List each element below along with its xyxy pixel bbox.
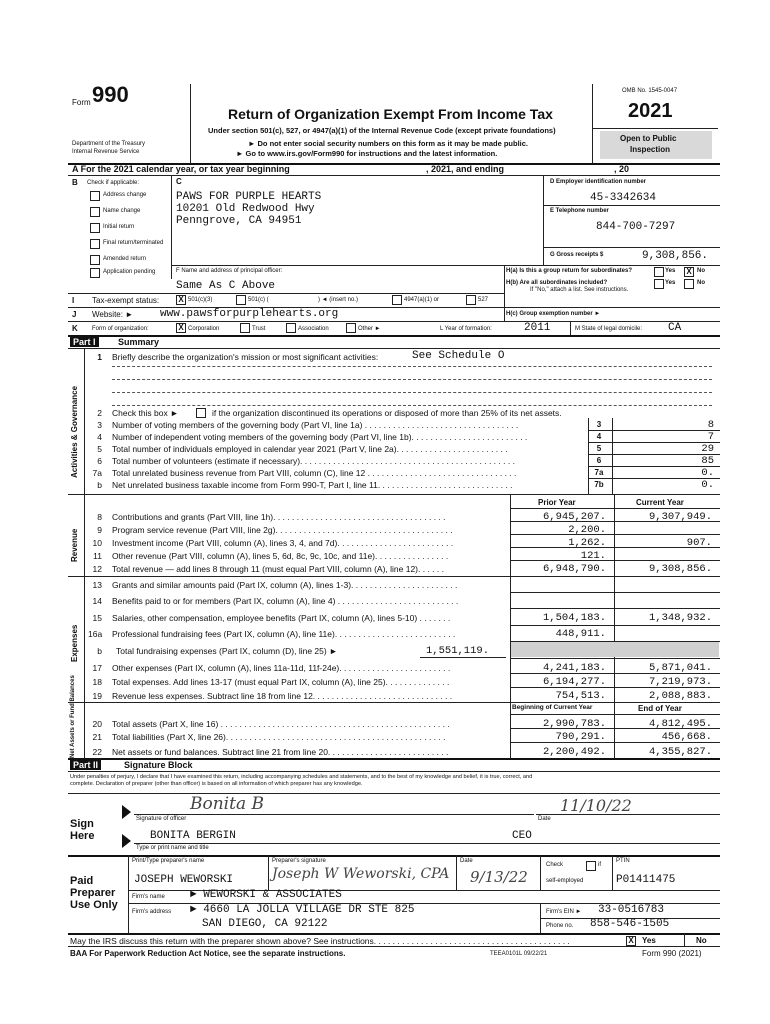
line-a-end-year: , 20 xyxy=(614,164,630,174)
firm-ein: 33-0516783 xyxy=(598,904,665,916)
exp-rule-2 xyxy=(510,608,720,609)
section-g-label: G Gross receipts $ xyxy=(550,252,604,258)
line8-text: Contributions and grants (Part VIII, line 1h). . . . . . . . . . . . . . . . . . . . . . . . . . . . . . . . . . . . . xyxy=(112,512,446,522)
line12-text: Total revenue — add lines 8 through 11 (must equal Part VIII, column (A), line 12). . . . . . xyxy=(112,564,444,574)
line2-text: Check this box ► xyxy=(112,408,179,418)
ha-no-label: No xyxy=(697,268,705,274)
line22-text: Net assets or fund balances. Subtract line 21 from line 20. . . . . . . . . . . . . . . . . . . . . . . . . . xyxy=(112,747,449,757)
line15-prior: 1,504,183. xyxy=(542,612,606,624)
line7b-text: Net unrelated business taxable income from Form 990-T, Part I, line 11. . . . . . . . . . . . . . . . . . . . . . . . . . . . . xyxy=(112,480,513,490)
ag-bottom-rule xyxy=(68,494,720,495)
part1-title: Summary xyxy=(118,337,160,347)
hb-yes-checkbox[interactable] xyxy=(654,279,664,289)
website-label: Website: ► xyxy=(92,310,134,319)
preparer-date: 9/13/22 xyxy=(470,868,528,886)
c-d-divider xyxy=(543,175,544,265)
col-header-rule xyxy=(510,508,720,509)
trust-checkbox[interactable] xyxy=(240,323,250,333)
check-label: Check xyxy=(546,862,564,868)
line22-number: 22 xyxy=(92,747,102,757)
part1-title-rule xyxy=(68,348,720,349)
line7a-value: 0. xyxy=(701,467,714,479)
part1-top-rule xyxy=(68,335,720,337)
line5-number: 5 xyxy=(97,444,102,454)
line1-text: Briefly describe the organization's mission or most significant activities: xyxy=(112,352,379,362)
mission-line-4 xyxy=(112,405,712,406)
exp-rule-3 xyxy=(510,625,720,626)
j-hc-divider xyxy=(504,307,505,321)
firm-phone: 858-546-1505 xyxy=(590,918,670,930)
application-pending-label: Application pending xyxy=(103,269,156,275)
net-header-rule xyxy=(510,714,720,715)
line20-text: Total assets (Part X, line 16) . . . . . . . . . . . . . . . . . . . . . . . . . . . . . . . . . . . . . . . . . . . . . . . . . xyxy=(112,719,450,729)
form-subtitle: Under section 501(c), 527, or 4947(a)(1) of the Internal Revenue Code (except private foundations) xyxy=(208,126,556,135)
dept-treasury: Department of the Treasury xyxy=(72,141,146,147)
h-c-label: H(c) Group exemption number ► xyxy=(506,311,601,317)
line21-prior: 790,291. xyxy=(555,731,606,743)
line18-text: Total expenses. Add lines 13-17 (must equal Part IX, column (A), line 25). . . . . . . . . . . . . . xyxy=(112,677,450,687)
line14-number: 14 xyxy=(92,596,102,606)
org-street: 10201 Old Redwood Hwy xyxy=(176,203,315,215)
ag-rule-2 xyxy=(588,442,720,443)
if-label: if xyxy=(598,862,601,868)
status-insert-no: ) ◄ (insert no.) xyxy=(318,297,358,303)
line9-prior: 2,200. xyxy=(568,524,606,536)
part2-label: Part II xyxy=(70,760,101,770)
preparer-label: Preparer xyxy=(70,887,116,899)
line-m-label: M State of legal domicile: xyxy=(575,326,643,332)
preparer-left-divider xyxy=(128,855,129,933)
side-activities-governance: Activities & Governance xyxy=(70,385,79,478)
line7b-box: 7b xyxy=(594,480,604,489)
status-501c3-checkbox[interactable]: X xyxy=(176,295,186,305)
self-employed-checkbox[interactable] xyxy=(586,861,596,871)
line21-number: 21 xyxy=(92,732,102,742)
line-a-ending: , 2021, and ending xyxy=(426,164,505,174)
org-name: PAWS FOR PURPLE HEARTS xyxy=(176,191,322,203)
tax-year: 2021 xyxy=(628,100,673,122)
line1-value: See Schedule O xyxy=(412,350,505,362)
exp-rule-6 xyxy=(510,673,720,674)
line7a-text: Total unrelated business revenue from Part VIII, column (C), line 12 . . . . . . . . . . . . . . . . . . . . . . . . . . . . . . . . xyxy=(112,468,517,478)
line5-box: 5 xyxy=(596,444,602,453)
line-j-label: J xyxy=(72,310,77,319)
date-label: Date xyxy=(538,816,551,822)
line7a-box: 7a xyxy=(594,468,604,477)
discuss-yes-no-divider xyxy=(684,933,685,946)
name-change-checkbox[interactable] xyxy=(90,207,100,217)
line5-text: Total number of individuals employed in calendar year 2021 (Part V, line 2a). . . . . . . . . . . . . . . . . . . . . . . . xyxy=(112,444,508,454)
line9-number: 9 xyxy=(97,525,102,535)
status-501c-checkbox[interactable] xyxy=(236,295,246,305)
principal-officer: Same As C Above xyxy=(176,280,276,292)
rev-rule-2 xyxy=(510,534,720,535)
officer-title: CEO xyxy=(512,830,532,842)
org-city: Penngrove, CA 94951 xyxy=(176,215,302,227)
preparer-signature: Joseph W Weworski, CPA xyxy=(272,866,450,882)
final-return-label: Final return/terminated xyxy=(103,240,164,246)
firm-address-2: SAN DIEGO, CA 92122 xyxy=(202,918,328,930)
form-code: TEEA0101L 09/22/21 xyxy=(490,951,548,957)
prep-check-ptin-divider xyxy=(612,855,613,890)
line10-text: Investment income (Part VIII, column (A), lines 3, 4, and 7d). . . . . . . . . . . . . . . . . . . . . . . . . xyxy=(112,538,454,548)
ein-value: 45-3342634 xyxy=(590,192,657,204)
line22-current: 4,355,827. xyxy=(648,746,712,758)
perjury-text-1: Under penalties of perjury, I declare that I have examined this return, including accompanying schedules and statements, and to the best of my knowledge and belief, it is true, correct, and xyxy=(70,774,533,780)
line3-text: Number of voting members of the governing body (Part VI, line 1a) . . . . . . . . . . . . . . . . . . . . . . . . . . . . . . . . . xyxy=(112,420,519,430)
sign-top-rule xyxy=(68,793,720,794)
line-a-rule xyxy=(68,175,720,176)
state-of-domicile: CA xyxy=(668,322,682,334)
line18-current: 7,219,973. xyxy=(648,676,712,688)
i-top-rule xyxy=(68,293,504,294)
section-b-label: B xyxy=(72,178,78,187)
discontinued-checkbox[interactable] xyxy=(196,408,206,418)
line15-current: 1,348,932. xyxy=(648,612,712,624)
line4-box: 4 xyxy=(596,432,602,441)
ha-no-checkbox[interactable]: X xyxy=(684,267,694,277)
line7a-number: 7a xyxy=(92,468,102,478)
part1-label: Part I xyxy=(70,337,99,347)
h-b-note: If "No," attach a list. See instructions. xyxy=(530,287,629,293)
form-footer-label: Form 990 (2021) xyxy=(642,949,702,958)
ptin-value: P01411475 xyxy=(616,874,676,886)
officer-sig-line xyxy=(134,814,534,815)
discuss-yes-label: Yes xyxy=(642,936,656,945)
preparer-sig-label: Preparer's signature xyxy=(272,858,326,864)
sign-label: Sign xyxy=(70,818,94,830)
website-value: www.pawsforpurplehearts.org xyxy=(160,308,339,320)
perjury-text-2: complete. Declaration of preparer (other than officer) is based on all information of which preparer has any knowledge. xyxy=(70,781,363,787)
part2-title-rule xyxy=(68,771,720,772)
exp-rule-1 xyxy=(510,592,720,593)
col-beginning: Beginning of Current Year xyxy=(512,704,593,711)
association-label: Association xyxy=(298,326,329,332)
ha-yes-checkbox[interactable] xyxy=(654,267,664,277)
firm-name-label: Firm's name xyxy=(132,894,165,900)
form-label: Form xyxy=(72,98,91,107)
association-checkbox[interactable] xyxy=(286,323,296,333)
line11-prior: 121. xyxy=(580,550,606,562)
status-501c-label: 501(c) ( xyxy=(248,297,269,303)
section-e-label: E Telephone number xyxy=(550,208,609,214)
discuss-yes-checkbox[interactable]: X xyxy=(626,936,636,946)
omb-number: OMB No. 1545-0047 xyxy=(622,88,678,94)
tax-exempt-status: Tax-exempt status: xyxy=(92,296,160,305)
line13-text: Grants and similar amounts paid (Part IX, column (A), lines 1-3). . . . . . . . . . . . . . . . . . . . . . . xyxy=(112,580,458,590)
line5-value: 29 xyxy=(701,443,714,455)
firm-phone-label: Phone no. xyxy=(546,923,574,929)
name-arrow-icon xyxy=(122,834,131,848)
trust-label: Trust xyxy=(252,326,266,332)
amended-return-checkbox[interactable] xyxy=(90,255,100,265)
rev-rule-1 xyxy=(510,521,720,522)
firm-address-label: Firm's address xyxy=(132,909,172,915)
line10-prior: 1,262. xyxy=(568,537,606,549)
line3-number: 3 xyxy=(97,420,102,430)
line16b-underline xyxy=(420,657,506,658)
mission-line-1 xyxy=(112,366,712,367)
part2-title: Signature Block xyxy=(124,760,193,770)
form-title: Return of Organization Exempt From Income Tax xyxy=(228,106,553,122)
line3-value: 8 xyxy=(707,419,714,431)
d-rule xyxy=(543,205,720,206)
line2-number: 2 xyxy=(97,408,102,418)
side-revenue: Revenue xyxy=(70,528,79,562)
line17-text: Other expenses (Part IX, column (A), lines 11a-11d, 11f-24e). . . . . . . . . . . . . . . . . . . . . . . . xyxy=(112,663,451,673)
line20-number: 20 xyxy=(92,719,102,729)
ag-rule-5 xyxy=(588,478,720,479)
inspection-label: Inspection xyxy=(630,145,671,154)
col-current-year: Current Year xyxy=(636,498,684,507)
prep-sig-date-divider xyxy=(456,855,457,890)
line16b-value: 1,551,119. xyxy=(426,645,490,657)
line19-text: Revenue less expenses. Subtract line 18 from line 12. . . . . . . . . . . . . . . . . . . . . . . . . . . . . . xyxy=(112,691,453,701)
line4-number: 4 xyxy=(97,432,102,442)
line17-prior: 4,241,183. xyxy=(542,662,606,674)
line8-prior: 6,945,207. xyxy=(542,511,606,523)
final-return-checkbox[interactable] xyxy=(90,239,100,249)
l-m-divider xyxy=(570,321,571,335)
initial-return-label: Initial return xyxy=(103,224,135,230)
line6-box: 6 xyxy=(596,456,602,465)
other-label: Other ► xyxy=(358,326,381,332)
status-527-label: 527 xyxy=(478,297,489,303)
line19-number: 19 xyxy=(92,691,102,701)
line20-prior: 2,990,783. xyxy=(542,718,606,730)
prep-name-sig-divider xyxy=(268,855,269,890)
ag-rule-3 xyxy=(588,454,720,455)
form-of-org: Form of organization: xyxy=(92,326,149,332)
exp-rule-7 xyxy=(510,687,720,688)
officer-date: 11/10/22 xyxy=(560,796,632,815)
prep-date-check-divider xyxy=(540,855,541,890)
line4-value: 7 xyxy=(707,431,714,443)
line-k-label: K xyxy=(72,324,78,333)
exp-rule-4 xyxy=(510,641,720,642)
line19-prior: 754,513. xyxy=(555,690,606,702)
preparer-date-label: Date xyxy=(460,858,473,864)
officer-signature: Bonita B xyxy=(190,794,264,814)
hb-no-checkbox[interactable] xyxy=(684,279,694,289)
date-line xyxy=(536,814,720,815)
line7b-value: 0. xyxy=(701,479,714,491)
line13-number: 13 xyxy=(92,580,102,590)
b-c-divider xyxy=(171,175,172,279)
line6-text: Total number of volunteers (estimate if necessary). . . . . . . . . . . . . . . . . . . . . . . . . . . . . . . . . . . . . . . . . . . . . . xyxy=(112,456,515,466)
open-to-public: Open to Public xyxy=(620,134,677,143)
header-divider-left xyxy=(190,84,191,164)
line2-rest: if the organization discontinued its operations or disposed of more than 25% of its net assets. xyxy=(212,408,562,418)
line19-current: 2,088,883. xyxy=(648,690,712,702)
preparer-name: JOSEPH WEWORSKI xyxy=(134,874,234,886)
header-divider-right xyxy=(592,84,593,164)
year-of-formation: 2011 xyxy=(524,322,551,334)
line6-number: 6 xyxy=(97,456,102,466)
rev-rule-4 xyxy=(510,560,720,561)
ptin-label: PTIN xyxy=(616,858,630,864)
line-a-label: A For the 2021 calendar year, or tax year beginning xyxy=(72,164,290,174)
use-only-label: Use Only xyxy=(70,899,118,911)
line8-current: 9,307,949. xyxy=(648,511,712,523)
ag-rule-1 xyxy=(588,430,720,431)
line6-value: 85 xyxy=(701,455,714,467)
line17-current: 5,871,041. xyxy=(648,662,712,674)
ssn-warning: ► Do not enter social security numbers on this form as it may be made public. xyxy=(248,139,528,148)
section-d-label: D Employer identification number xyxy=(550,179,647,185)
h-a-label: H(a) Is this a group return for subordinates? xyxy=(506,268,633,274)
status-4947-label: 4947(a)(1) or xyxy=(404,297,440,303)
col-prior-year: Prior Year xyxy=(538,498,576,507)
expenses-bottom-rule xyxy=(68,702,720,703)
address-change-checkbox[interactable] xyxy=(90,191,100,201)
rev-rule-3 xyxy=(510,547,720,548)
line16b-shaded xyxy=(511,641,719,657)
line12-number: 12 xyxy=(92,564,102,574)
form-number: 990 xyxy=(92,82,129,107)
section-f-label: F Name and address of principal officer: xyxy=(176,268,283,274)
phone-value: 844-700-7297 xyxy=(596,221,676,233)
initial-return-checkbox[interactable] xyxy=(90,223,100,233)
line10-current: 907. xyxy=(686,537,712,549)
f-h-divider xyxy=(504,265,505,308)
net-rule-2 xyxy=(510,742,720,743)
status-4947-checkbox[interactable] xyxy=(392,295,402,305)
mission-line-2 xyxy=(112,379,712,380)
address-change-label: Address change xyxy=(103,192,147,198)
application-pending-checkbox[interactable] xyxy=(90,268,100,278)
corporation-checkbox[interactable]: X xyxy=(176,323,186,333)
line9-text: Program service revenue (Part VIII, line 2g). . . . . . . . . . . . . . . . . . . . . . . . . . . . . . . . . . . . . . xyxy=(112,525,453,535)
line17-number: 17 xyxy=(92,663,102,673)
side-label-divider xyxy=(84,348,85,758)
ag-rule-4 xyxy=(588,466,720,467)
line-i-label: I xyxy=(72,296,75,305)
line18-prior: 6,194,277. xyxy=(542,676,606,688)
discuss-question: May the IRS discuss this return with the preparer shown above? See instructions. . . . . . . . . . . . . . . . . . . . . . . . . . . . . . . . . . . . . . . . . . xyxy=(70,936,570,946)
h-b-label: H(b) Are all subordinates included? xyxy=(506,280,608,286)
line16b-number: b xyxy=(97,646,102,656)
line14-text: Benefits paid to or for members (Part IX, column (A), line 4) . . . . . . . . . . . . . . . . . . . . . . . . . . xyxy=(112,596,459,606)
section-c-label: C xyxy=(176,177,182,186)
line20-current: 4,812,495. xyxy=(648,718,712,730)
status-501c3-label: 501(c)(3) xyxy=(188,297,213,303)
k-top-rule xyxy=(68,321,720,322)
paid-label: Paid xyxy=(70,875,94,887)
status-527-checkbox[interactable] xyxy=(466,295,476,305)
other-checkbox[interactable] xyxy=(346,323,356,333)
footer-bottom-rule xyxy=(68,946,720,947)
line15-text: Salaries, other compensation, employee benefits (Part IX, column (A), lines 5-10) . . . . . . . xyxy=(112,613,451,623)
line4-text: Number of independent voting members of the governing body (Part VI, line 1b). . . . . . . . . . . . . . . . . . . . . . . . . xyxy=(112,432,528,442)
hb-no-label: No xyxy=(697,280,705,286)
line7b-number: b xyxy=(97,480,102,490)
line3-box: 3 xyxy=(596,420,602,429)
footer-top-rule xyxy=(68,933,720,935)
line-l-label: L Year of formation: xyxy=(440,326,492,332)
name-change-label: Name change xyxy=(103,208,141,214)
exp-rule-5 xyxy=(510,658,720,659)
gross-receipts: 9,308,856. xyxy=(642,250,709,262)
line21-current: 456,668. xyxy=(661,731,712,743)
preparer-top-rule xyxy=(68,855,720,857)
line22-prior: 2,200,492. xyxy=(542,746,606,758)
ha-yes-label: Yes xyxy=(665,268,676,274)
corporation-label: Corporation xyxy=(188,326,220,332)
firm-name: ► WEWORSKI & ASSOCIATES xyxy=(190,889,342,901)
type-print-label: Type or print name and title xyxy=(136,845,209,851)
check-if-applicable: Check if applicable: xyxy=(87,180,140,186)
line16b-text: Total fundraising expenses (Part IX, column (D), line 25) ► xyxy=(116,646,338,656)
line10-number: 10 xyxy=(92,538,102,548)
line21-text: Total liabilities (Part X, line 26). . . . . . . . . . . . . . . . . . . . . . . . . . . . . . . . . . . . . . . . . . . . . . . xyxy=(112,732,446,742)
year-divider xyxy=(592,128,718,129)
line15-number: 15 xyxy=(92,613,102,623)
line16a-text: Professional fundraising fees (Part IX, column (A), line 11e). . . . . . . . . . . . . . . . . . . . . . . . . . xyxy=(112,629,456,639)
firm-address-1: ► 4660 LA JOLLA VILLAGE DR STE 825 xyxy=(190,904,415,916)
line18-number: 18 xyxy=(92,677,102,687)
line11-number: 11 xyxy=(93,551,102,561)
firm-ein-label: Firm's EIN ► xyxy=(546,909,582,915)
side-net-assets: Net Assets or Fund Balances xyxy=(70,675,76,758)
here-label: Here xyxy=(70,830,95,842)
irs-label: Internal Revenue Service xyxy=(72,149,140,155)
line12-current: 9,308,856. xyxy=(648,563,712,575)
line11-text: Other revenue (Part VIII, column (A), lines 5, 6d, 8c, 9c, 10c, and 11e). . . . . . . . . . . . . . . . xyxy=(112,551,449,561)
sig-officer-label: Signature of officer xyxy=(136,816,187,822)
baa-notice: BAA For Paperwork Reduction Act Notice, see the separate instructions. xyxy=(70,949,346,958)
self-employed-label: self-employed xyxy=(546,878,584,884)
line8-number: 8 xyxy=(97,512,102,522)
line16a-number: 16a xyxy=(88,629,103,639)
amended-return-label: Amended return xyxy=(103,256,147,262)
side-expenses: Expenses xyxy=(70,624,79,662)
preparer-name-label: Print/Type preparer's name xyxy=(132,858,205,864)
net-rule-1 xyxy=(510,728,720,729)
col-end-of-year: End of Year xyxy=(638,704,682,713)
line16a-prior: 448,911. xyxy=(555,628,606,640)
officer-name: BONITA BERGIN xyxy=(150,830,236,842)
discuss-no-label: No xyxy=(696,936,707,945)
name-title-line xyxy=(134,843,720,844)
line1-number: 1 xyxy=(97,352,102,362)
mission-line-3 xyxy=(112,392,712,393)
hb-yes-label: Yes xyxy=(665,280,676,286)
f-top-rule xyxy=(171,265,720,266)
line12-prior: 6,948,790. xyxy=(542,563,606,575)
revenue-bottom-rule xyxy=(68,576,720,577)
e-rule xyxy=(543,247,720,248)
sign-arrow-icon xyxy=(122,805,131,819)
instructions-link: ► Go to www.irs.gov/Form990 for instructions and the latest information. xyxy=(236,149,498,158)
